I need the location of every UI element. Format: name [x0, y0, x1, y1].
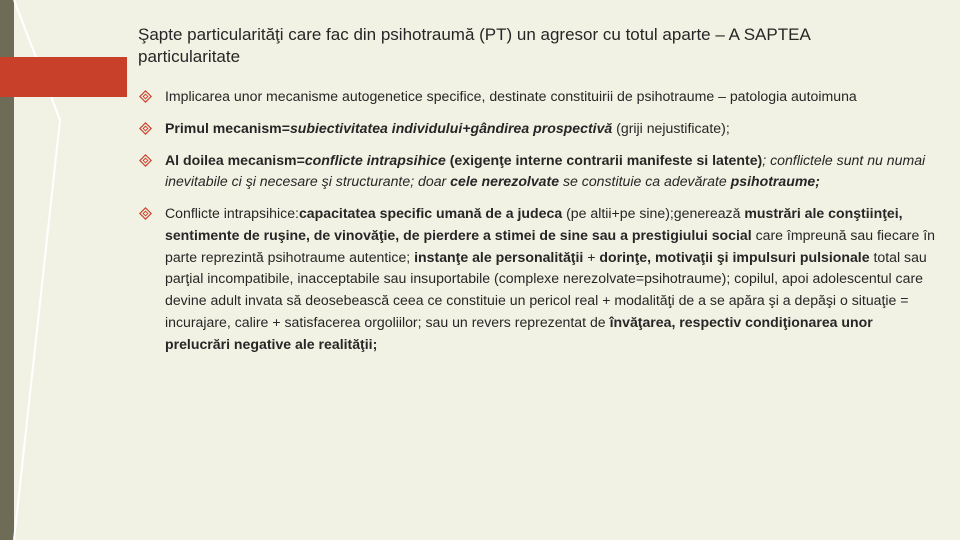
diamond-bullet-icon [138, 206, 153, 221]
title-accent-tab [0, 57, 127, 97]
bullet-2-emphasis: subiectivitatea individului+gândirea prospectivă [289, 119, 613, 136]
bullet-4-text-2: care împreună sau fiecare în parte reprezintă psihotraume autentice; [165, 227, 935, 265]
bullet-list [138, 86, 938, 355]
bullet-item-3 [138, 150, 938, 193]
bullet-4-bold-3: instanţe ale personalităţii [414, 248, 584, 265]
bullet-4-bold-5: învăţarea, respectiv condiţionarea unor prelucrări negative ale realităţii; [165, 313, 873, 352]
bullet-4-text-4: total sau parţial incompatibile, inacceptabile sau insuportabile (complexe nerezolvate=psihotraume); copilul, apoi adolescentul care devine adult invata să deosebească ceea ce constituie un pericol real + modalităţi de a se apăra şi a depăşi o situaţie = incurajare, calire + satisfacerea orgoliilor; sau un revers reprezentat de [165, 248, 927, 330]
bullet-4-text-1: (pe altii+pe sine);genereazǎ [562, 205, 745, 222]
bullet-1-text: Implicarea unor mecanisme autogenetice specifice, destinate constituirii de psihotraume – patologia autoimuna [165, 88, 857, 104]
diamond-bullet-icon [138, 89, 153, 104]
bullet-2-label: Primul mecanism= [165, 119, 290, 136]
bullet-4-label: Conflicte intrapsihice: [165, 205, 299, 222]
bullet-item-1 [138, 86, 938, 108]
bullet-3-label: Al doilea mecanism= [165, 151, 305, 168]
bullet-4-bold-4: dorinţe, motivaţii şi impulsuri pulsionale [599, 248, 870, 265]
bullet-4-bold-1: capacitatea specific umană de a judeca [298, 205, 563, 222]
bullet-3-italic-text-2: se constituie ca adevărate [559, 173, 731, 190]
diamond-bullet-icon [138, 121, 153, 136]
bullet-3-emphasis: conflicte intrapsihice [304, 151, 446, 168]
slide-title: Şapte particularităţi care fac din psihotraumă (PT) un agresor cu totul aparte – A SAPTEA particularitate [138, 25, 810, 66]
bullet-3-emphasis-3: psihotraume; [730, 173, 820, 190]
bullet-item-2 [138, 118, 938, 140]
bullet-2-text: (griji nejustificate); [612, 119, 730, 136]
bullet-3-italic-text: ; conflictele sunt nu numai inevitabile ci şi necesare şi structurante; doar [165, 151, 926, 190]
bullet-3-bold-text: (exigenţe interne contrarii manifeste si latente) [445, 151, 763, 168]
bullet-3-emphasis-2: cele nerezolvate [450, 173, 560, 190]
bullet-item-4 [138, 203, 938, 355]
bullet-4-bold-2: mustrări ale conştiinţei, sentimente de ruşine, de vinovăţie, de pierdere a stimei de sine sau a prestigiului social [165, 205, 903, 244]
diamond-bullet-icon [138, 153, 153, 168]
bullet-4-text-3: + [583, 248, 600, 265]
